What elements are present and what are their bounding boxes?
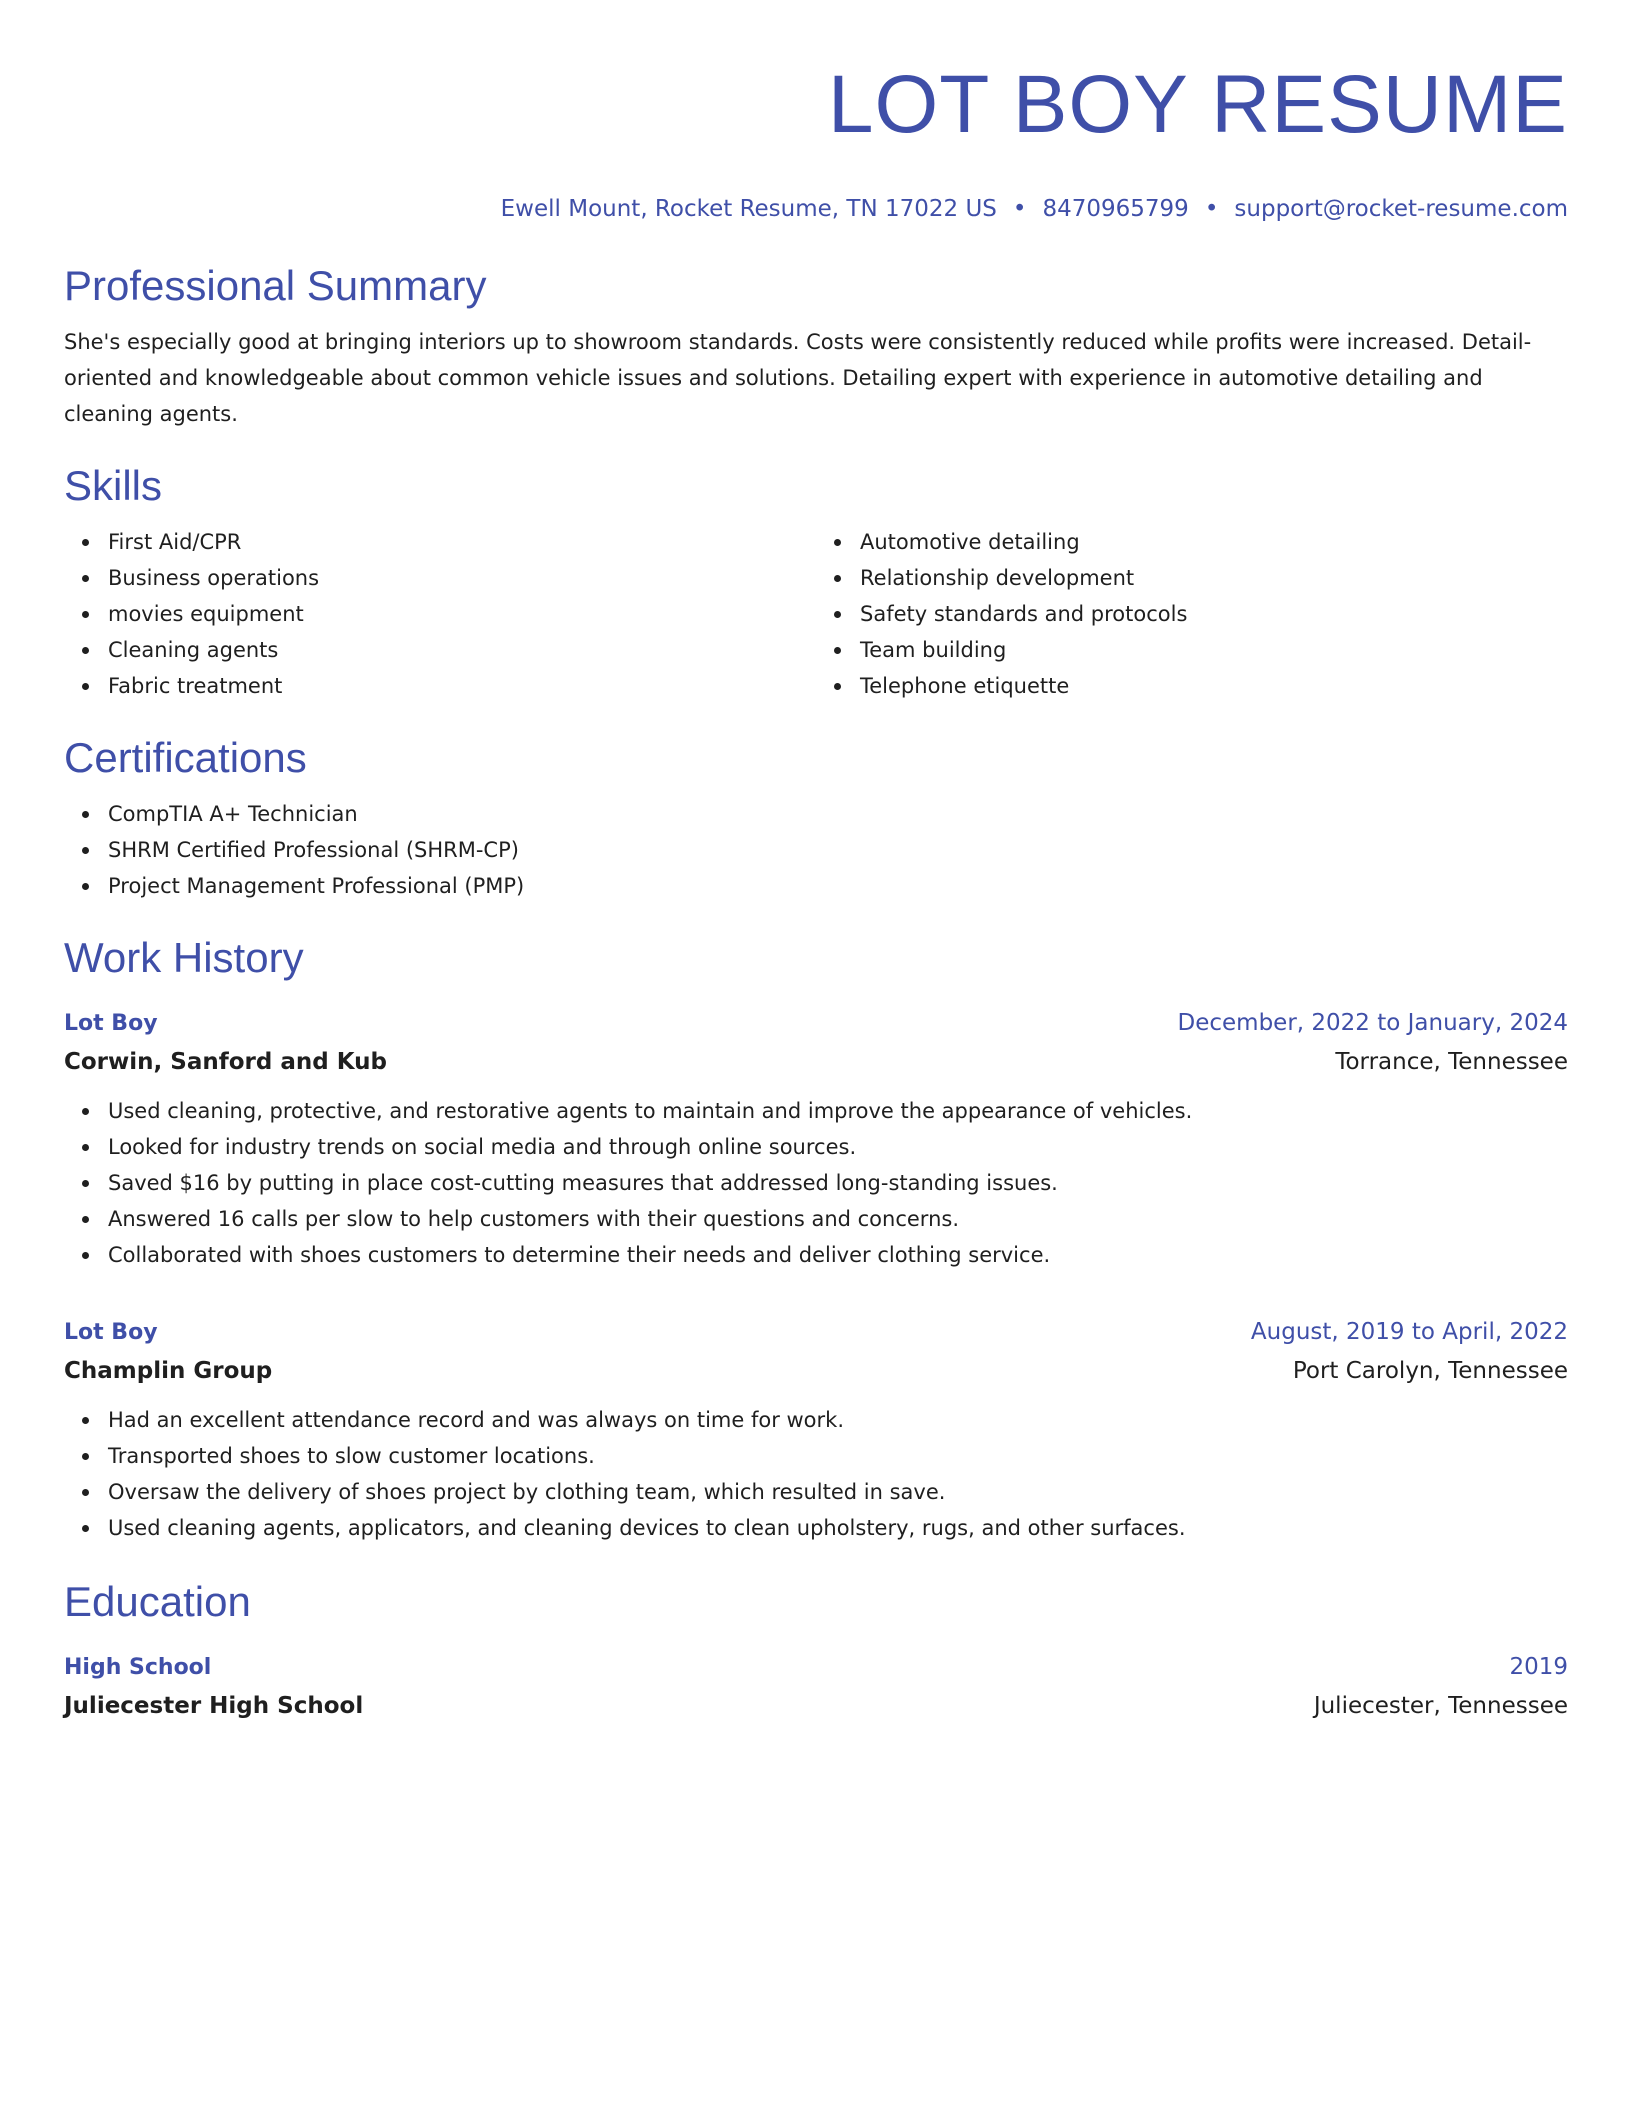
job-company-row bbox=[64, 1352, 1568, 1390]
contact-line bbox=[64, 194, 1568, 224]
job-role: Lot Boy bbox=[64, 1320, 158, 1345]
skills-heading: Skills bbox=[64, 462, 163, 509]
job-company-row bbox=[64, 1043, 1568, 1081]
job-dates: August, 2019 to April, 2022 bbox=[1250, 1319, 1568, 1345]
contact-address: Ewell Mount, Rocket Resume, TN 17022 US bbox=[500, 196, 997, 222]
skill-item: Automotive detailing bbox=[860, 524, 1568, 560]
job-company: Corwin, Sanford and Kub bbox=[64, 1049, 387, 1075]
job-location: Torrance, Tennessee bbox=[1335, 1049, 1568, 1075]
work-history-heading: Work History bbox=[64, 934, 304, 981]
job-header-row bbox=[64, 1004, 1568, 1043]
skill-item: Business operations bbox=[108, 560, 816, 596]
job-entry bbox=[64, 1004, 1568, 1273]
skill-item: Safety standards and protocols bbox=[860, 596, 1568, 632]
job-duties-list bbox=[64, 1093, 1568, 1273]
certifications-list bbox=[64, 796, 1568, 904]
job-duty-item: Had an excellent attendance record and was always on time for work. bbox=[108, 1402, 1568, 1438]
contact-email: support@rocket-resume.com bbox=[1234, 196, 1568, 222]
skill-item: Relationship development bbox=[860, 560, 1568, 596]
education-entry bbox=[64, 1648, 1568, 1725]
job-duty-item: Answered 16 calls per slow to help customers with their questions and concerns. bbox=[108, 1201, 1568, 1237]
skills-grid bbox=[64, 524, 1568, 704]
skill-item: Cleaning agents bbox=[108, 632, 816, 668]
certification-item: CompTIA A+ Technician bbox=[108, 796, 1568, 832]
summary-text: She's especially good at bringing interiors up to showroom standards. Costs were consistently reduced while profits were increased. Detail-oriented and knowledgeable about common vehicle issues and solutions. Detailing expert with experience in automotive detailing and cleaning agents. bbox=[64, 330, 1532, 426]
job-role: Lot Boy bbox=[64, 1011, 158, 1036]
education-year: 2019 bbox=[1509, 1654, 1568, 1680]
job-duty-item: Used cleaning agents, applicators, and cleaning devices to clean upholstery, rugs, and other surfaces. bbox=[108, 1510, 1568, 1546]
job-header-row bbox=[64, 1313, 1568, 1352]
resume-title: LOT BOY RESUME bbox=[827, 59, 1568, 150]
job-company: Champlin Group bbox=[64, 1358, 273, 1384]
certification-item: SHRM Certified Professional (SHRM-CP) bbox=[108, 832, 1568, 868]
education-heading: Education bbox=[64, 1578, 251, 1625]
job-dates: December, 2022 to January, 2024 bbox=[1177, 1010, 1568, 1036]
resume-header bbox=[64, 56, 1568, 224]
certifications-heading: Certifications bbox=[64, 734, 307, 781]
job-location: Port Carolyn, Tennessee bbox=[1292, 1358, 1568, 1384]
contact-separator: • bbox=[1012, 196, 1027, 222]
skill-item: Telephone etiquette bbox=[860, 668, 1568, 704]
skills-list-left bbox=[64, 524, 816, 704]
job-duty-item: Collaborated with shoes customers to determine their needs and deliver clothing service. bbox=[108, 1237, 1568, 1273]
skill-item: movies equipment bbox=[108, 596, 816, 632]
education-header-row bbox=[64, 1648, 1568, 1687]
job-duty-item: Transported shoes to slow customer locations. bbox=[108, 1438, 1568, 1474]
job-duties-list bbox=[64, 1402, 1568, 1546]
job-entry bbox=[64, 1313, 1568, 1546]
education-location: Juliecester, Tennessee bbox=[1313, 1693, 1568, 1719]
contact-separator: • bbox=[1204, 196, 1219, 222]
skill-item: Fabric treatment bbox=[108, 668, 816, 704]
skill-item: First Aid/CPR bbox=[108, 524, 816, 560]
skills-list-right bbox=[816, 524, 1568, 704]
certification-item: Project Management Professional (PMP) bbox=[108, 868, 1568, 904]
contact-phone: 8470965799 bbox=[1042, 196, 1189, 222]
job-duty-item: Used cleaning, protective, and restorative agents to maintain and improve the appearance of vehicles. bbox=[108, 1093, 1568, 1129]
job-duty-item: Looked for industry trends on social media and through online sources. bbox=[108, 1129, 1568, 1165]
education-school: Juliecester High School bbox=[64, 1693, 364, 1719]
skill-item: Team building bbox=[860, 632, 1568, 668]
job-duty-item: Oversaw the delivery of shoes project by clothing team, which resulted in save. bbox=[108, 1474, 1568, 1510]
job-duty-item: Saved $16 by putting in place cost-cutting measures that addressed long-standing issues. bbox=[108, 1165, 1568, 1201]
summary-heading: Professional Summary bbox=[64, 262, 487, 309]
education-school-row bbox=[64, 1687, 1568, 1725]
education-degree: High School bbox=[64, 1655, 212, 1680]
